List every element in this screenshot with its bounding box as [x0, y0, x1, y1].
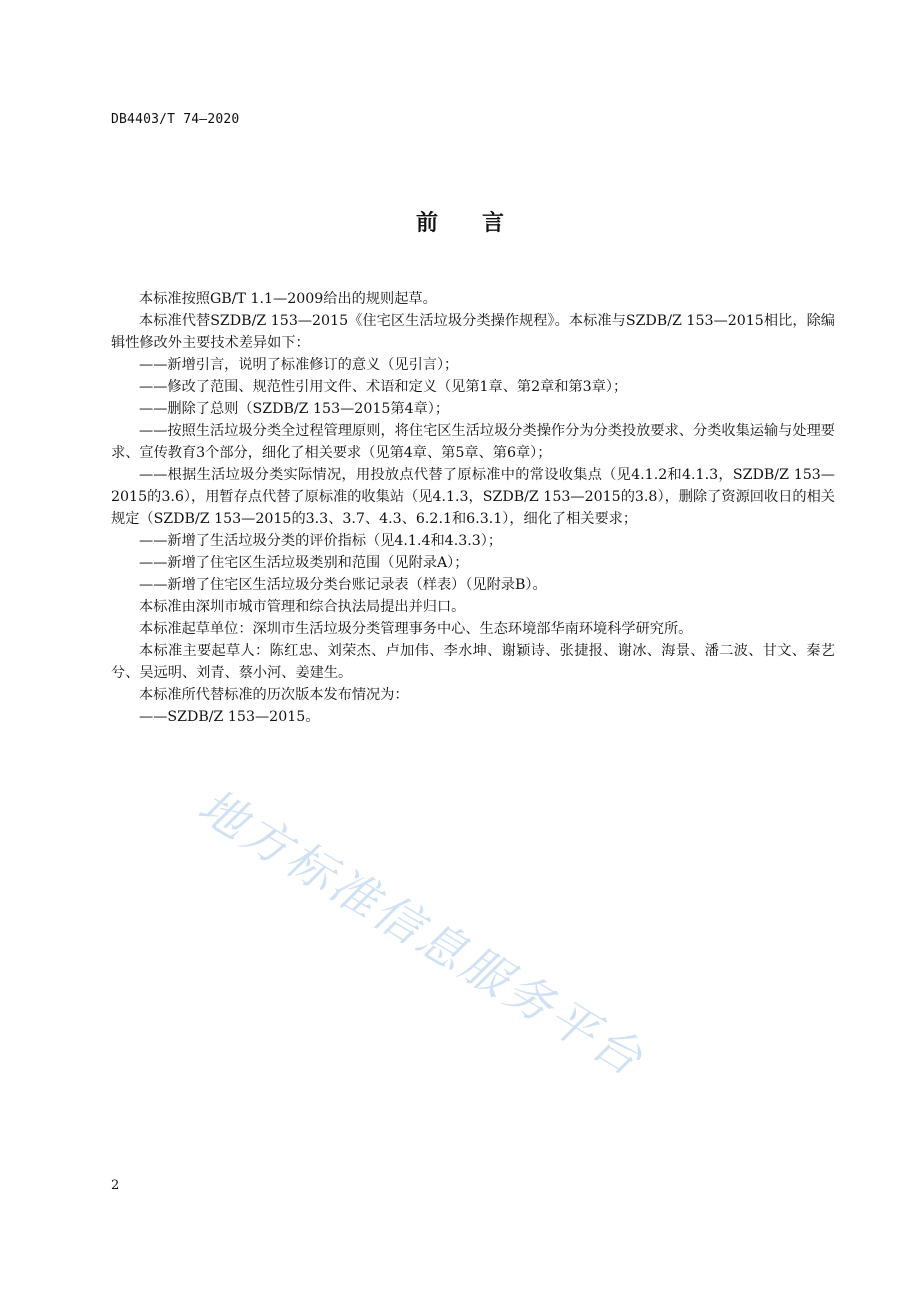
paragraph: 本标准所代替标准的历次版本发布情况为：	[139, 687, 409, 703]
watermark: 地方标准信息服务平台	[188, 778, 655, 1089]
paragraph: ——删除了总则（SZDB/Z 153—2015第4章）；	[139, 401, 450, 417]
paragraph: ——SZDB/Z 153—2015。	[139, 709, 320, 725]
paragraph: 本标准代替SZDB/Z 153—2015《住宅区生活垃圾分类操作规程》。本标准与SZDB/Z 153—2015相比，除编辑性修改外主要技术差异如下：	[111, 313, 835, 351]
document-code: DB4403/T 74—2020	[111, 112, 240, 127]
document-body	[111, 288, 835, 728]
page-number: 2	[111, 1178, 120, 1193]
paragraph: ——新增了生活垃圾分类的评价指标（见4.1.4和4.3.3）；	[139, 533, 503, 549]
paragraph: ——根据生活垃圾分类实际情况，用投放点代替了原标准中的常设收集点（见4.1.2和4.1.3，SZDB/Z 153—2015的3.6），用暂存点代替了原标准的收集站（见4.1.3，SZDB/Z 153—2015的3.8），删除了资源回收日的相关规定（SZDB/Z 153—2015的3.3、3.7、4.3、6.2.1和6.3.1），细化了相关要求；	[111, 467, 835, 527]
paragraph: 本标准主要起草人：陈红忠、刘荣杰、卢加伟、李水坤、谢颖诗、张捷报、谢冰、海景、潘二波、甘文、秦艺兮、吴远明、刘青、蔡小河、姜建生。	[111, 643, 835, 681]
paragraph: ——新增了住宅区生活垃圾分类台账记录表（样表）（见附录B）。	[139, 577, 547, 593]
paragraph: ——新增引言，说明了标准修订的意义（见引言）；	[139, 357, 459, 373]
paragraph: 本标准由深圳市城市管理和综合执法局提出并归口。	[139, 599, 466, 615]
paragraph: ——修改了范围、规范性引用文件、术语和定义（见第1章、第2章和第3章）；	[139, 379, 628, 395]
paragraph: 本标准起草单位：深圳市生活垃圾分类管理事务中心、生态环境部华南环境科学研究所。	[139, 621, 693, 637]
paragraph: ——新增了住宅区生活垃圾类别和范围（见附录A）；	[139, 555, 469, 571]
paragraph: ——按照生活垃圾分类全过程管理原则，将住宅区生活垃圾分类操作分为分类投放要求、分类收集运输与处理要求、宣传教育3个部分，细化了相关要求（见第4章、第5章、第6章）；	[111, 423, 835, 461]
page-title: 前言	[415, 211, 548, 236]
paragraph: 本标准按照GB/T 1.1—2009给出的规则起草。	[139, 291, 437, 307]
